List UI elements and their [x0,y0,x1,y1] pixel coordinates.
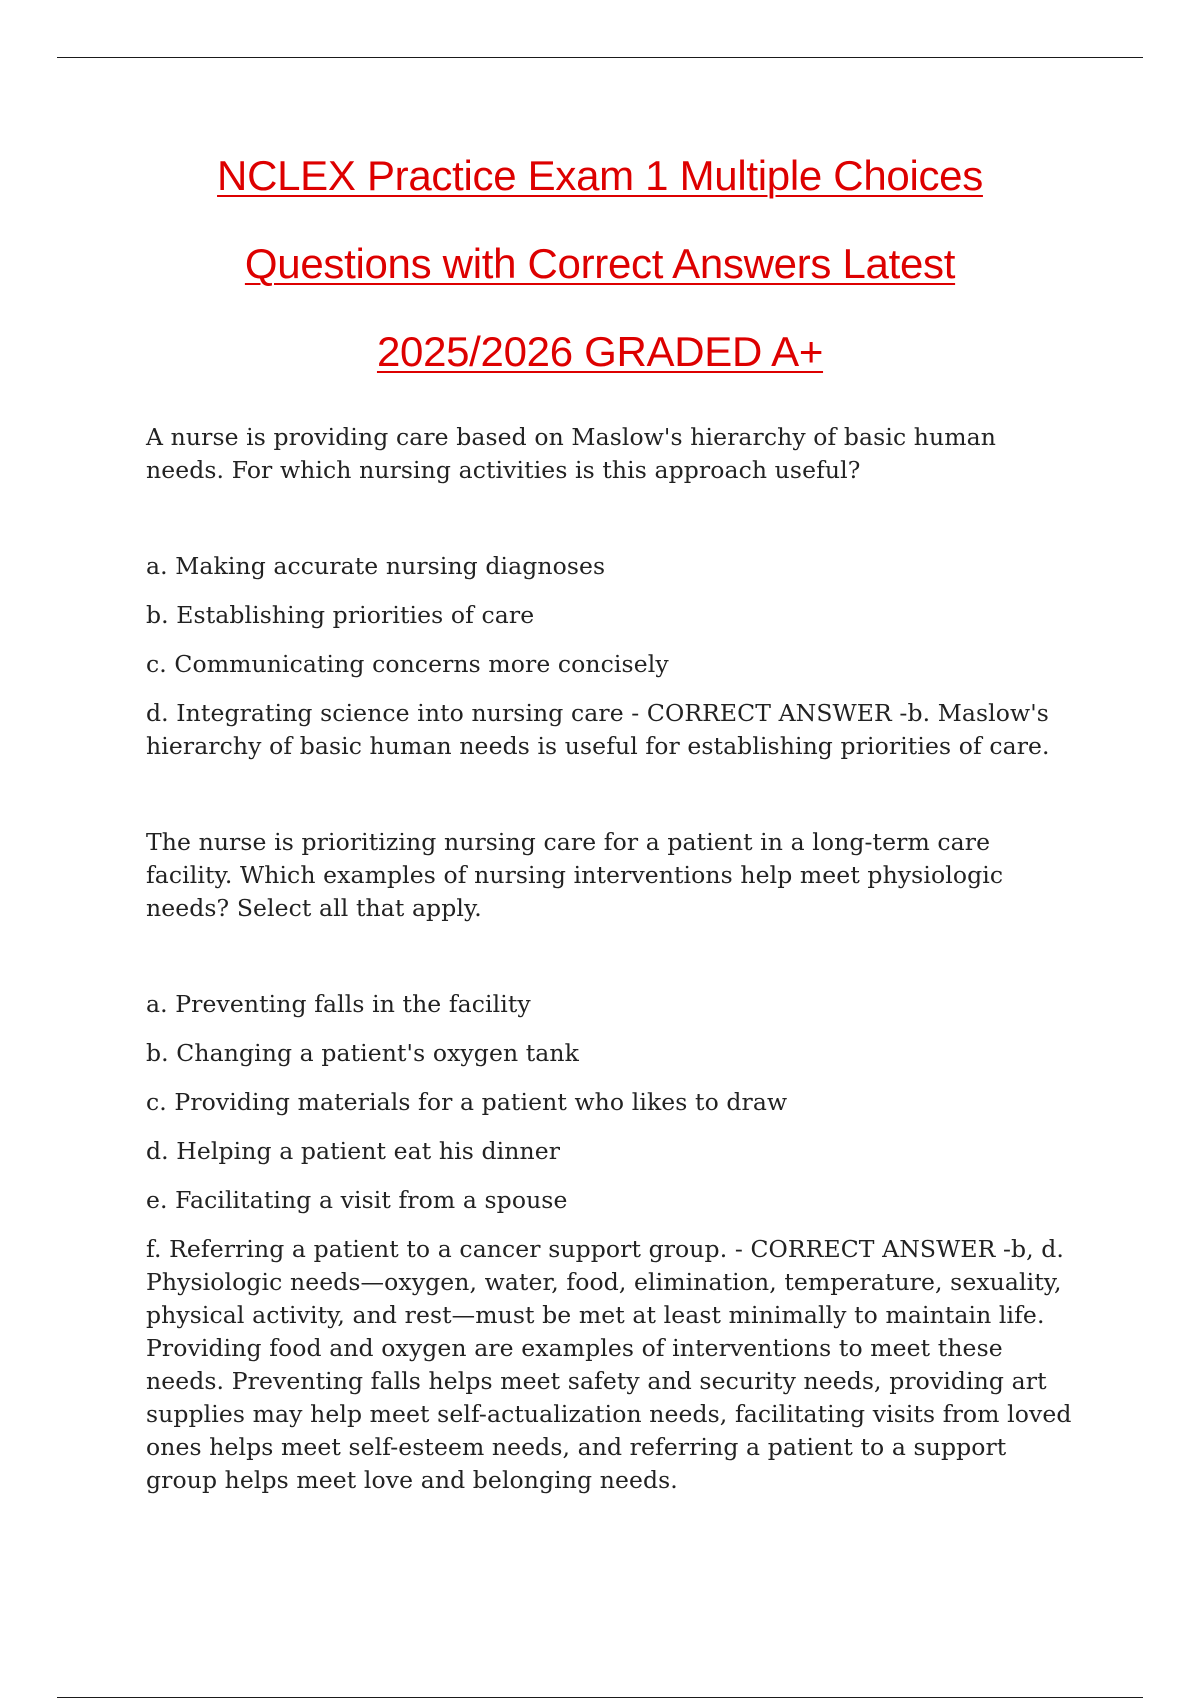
question-prompt: A nurse is providing care based on Maslow's hierarchy of basic human needs. For which nursing activities is this approach useful? [146,423,996,484]
top-rule [57,57,1143,58]
answer-option-e: e. Facilitating a visit from a spouse [146,1186,568,1214]
answer-option-d-with-answer: d. Integrating science into nursing care - CORRECT ANSWER -b. Maslow's hierarchy of basic human needs is useful for establishing priorities of care. [146,699,1050,760]
answer-option-a: a. Preventing falls in the facility [146,990,531,1018]
answer-option-c: c. Providing materials for a patient who likes to draw [146,1088,788,1116]
answer-option-f-with-answer: f. Referring a patient to a cancer support group. - CORRECT ANSWER -b, d. Physiologic needs—oxygen, water, food, elimination, temperature, sexuality, physical activity, and rest—must be met at least minimally to maintain life. Providing food and oxygen are examples of interventions to meet these needs. Preventing falls helps meet safety and security needs, providing art supplies may help meet self-actualization needs, facilitating visits from loved ones helps meet self-esteem needs, and referring a patient to a support group helps meet love and belonging needs. [146,1235,1072,1494]
document-title [100,132,1100,396]
answer-option-b: b. Changing a patient's oxygen tank [146,1039,579,1067]
bottom-rule [57,1697,1143,1698]
question-block-1 [146,421,1076,763]
question-prompt: The nurse is prioritizing nursing care for a patient in a long-term care facility. Which examples of nursing interventions help meet physiologic needs? Select all that apply. [146,828,1004,922]
answer-option-c: c. Communicating concerns more concisely [146,650,669,678]
answer-option-d: d. Helping a patient eat his dinner [146,1137,561,1165]
answer-option-a: a. Making accurate nursing diagnoses [146,552,606,580]
title-line-1: NCLEX Practice Exam 1 Multiple Choices [217,152,983,199]
title-line-3: 2025/2026 GRADED A+ [376,328,824,375]
document-body [146,421,1076,1497]
answer-option-b: b. Establishing priorities of care [146,601,535,629]
title-line-2: Questions with Correct Answers Latest [244,240,956,287]
question-block-2 [146,826,1076,1497]
